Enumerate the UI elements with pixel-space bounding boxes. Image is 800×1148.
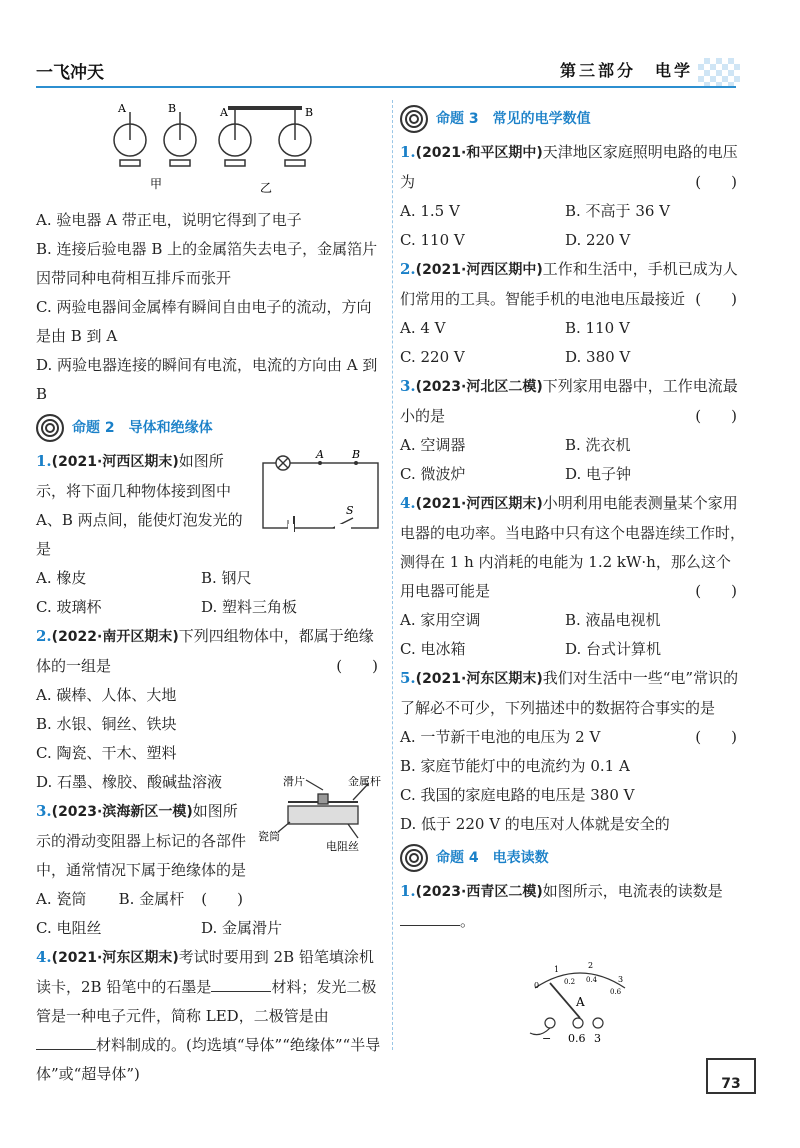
question-block: 3.(2023·滨海新区一模)如图所示的滑动变阻器上标记的各部件中，通常情况下属于绝缘体的是 ( ) [36,802,247,908]
tick-label: 3 [618,975,624,984]
question-block: 1.(2023·西青区二模)如图所示，电流表的读数是。 [400,882,723,930]
part-label: 瓷筒 [258,830,280,843]
options-row: C. 电阻丝 D. 金属滑片 [36,919,283,937]
left-column: A. 验电器 A 带正电，说明它得到了电子 B. 连接后验电器 B 上的金属箔失去电子，金属箔片因带同种电荷相互排斥而张开 C. 两验电器间金属棒有瞬间自由电子的流动，方向是由 B 到 A D. 两验电器连接的瞬间有电流，电流的方向由 A 到 B 命题 2 导体和绝缘体 1.(2021·河西区期末)如图所示，将下面几种物体接到图中 A、B 两点间，能使灯泡发光的是 A. 橡皮 B. 钢尺 C. 玻璃杯 D. 塑料三角板 2.(2022·南开区期末)下列四组物体中，都属于绝缘体的一组是 ( ) A. 碳棒、人体、大地 B. 水银、铜丝、铁块 C. 陶瓷、干木、塑料 D. 石墨、橡胶、酸碱盐溶液 3.(2023·滨海新区一模)如图所示的滑动变阻器上标记的各部件中，通常情况下属于绝缘体的是 ( ) A. 瓷筒 B. 金属杆 C. 电阻丝 D. 金属滑片 4.(2021·河东区期末)考试时要用到 2B 铅笔填涂机读卡，2B 铅笔中的石墨是 材料；发光二极管是一种电子元件，简称 LED，二极管是由材料制成的。(均选填“导体”“绝缘体”“半导体”或“超导体”) [36,206,386,1089]
question-block: 3.(2023·河北区二模)下列家用电器中，工作电流最小的是 ( ) [400,377,738,425]
tick-label: 1 [554,965,560,974]
circuit-figure [258,448,388,538]
electroscope-label: A [118,102,126,115]
unit-label: A [576,995,585,1009]
option: C. 两验电器间金属棒有瞬间自由电子的流动，方向是由 B 到 A [36,298,372,345]
electroscope-label: A [220,106,228,119]
part-label: 金属杆 [348,776,381,788]
terminal-label: − [542,1032,552,1045]
checker-decoration [698,58,740,88]
answer-blank[interactable] [400,909,460,926]
options-row: A. 4 V B. 110 V [400,319,630,337]
question-block: 1.(2021·河西区期末)如图所示，将下面几种物体接到图中 A、B 两点间，能使灯泡发光的是 [36,452,243,558]
part-label: 滑片 [283,776,305,788]
tick-label: 0 [534,981,540,990]
figure-caption: 甲 [150,177,163,191]
tick-label: 0.4 [586,976,598,984]
question-block: 1.(2021·和平区期中)天津地区家庭照明电路的电压为 ( ) [400,143,738,191]
tick-label: 2 [588,961,594,970]
options-row: C. 电冰箱 D. 台式计算机 [400,640,662,658]
question-block: 4.(2021·河东区期末)考试时要用到 2B 铅笔填涂机读卡，2B 铅笔中的石墨是 材料；发光二极管是一种电子元件，简称 LED，二极管是由材料制成的。(均选填“导体”“绝缘体”“半导体”或“超导体”) [36,948,381,1083]
options-row: A. 瓷筒 B. 金属杆 [36,890,185,908]
question-block: 4.(2021·河西区期末)小明利用电能表测量某个家用电器的电功率。当电路中只有这个电器连续工作时，测得在 1 h 内消耗的电能为 1.2 kW·h，那么这个用电器可能是 ( ) [400,494,746,600]
target-icon [36,414,64,442]
option: D. 两验电器连接的瞬间有电流，电流的方向由 A 到 B [36,356,378,403]
figure-caption: 乙 [260,181,273,195]
column-divider [392,100,393,1050]
terminal-label: 0.6 [568,1032,586,1045]
options-row: C. 微波炉 D. 电子钟 [400,465,632,483]
point-label: A [316,448,324,461]
tick-label: 0.2 [564,978,576,986]
tick-label: 0.6 [610,988,622,996]
part-label: 电阻丝 [326,840,359,853]
electroscope-label: B [305,106,314,119]
option: A. 验电器 A 带正电，说明它得到了电子 [36,211,302,229]
question-block: 2.(2022·南开区期末)下列四组物体中，都属于绝缘体的一组是 ( ) [36,627,378,675]
options-row: A. 橡皮 B. 钢尺 [36,569,252,587]
rheostat-figure [258,776,388,856]
topic-heading: 命题 4 电表读数 [400,843,745,873]
answer-blank[interactable] [211,975,271,992]
electroscope-label: B [168,102,177,115]
topic-heading: 命题 3 常见的电学数值 [400,104,745,134]
options-row: A. 家用空调 B. 液晶电视机 [400,611,661,629]
option: B. 连接后验电器 B 上的金属箔失去电子，金属箔片因带同种电荷相互排斥而张开 [36,240,378,287]
target-icon [400,844,428,872]
switch-label: S [346,504,354,517]
answer-blank[interactable] [36,1033,96,1050]
options-row: A. 1.5 V B. 不高于 36 V [400,202,671,220]
right-column: 命题 3 常见的电学数值 1.(2021·和平区期中)天津地区家庭照明电路的电压为 ( ) A. 1.5 V B. 不高于 36 V C. 110 V D. 220 V 2.(2021·河西区期中)工作和生活中，手机已成为人们常用的工具。智能手机的电池电压最接近 ( ) A. 4 V B. 110 V C. 220 V D. 380 V 3.(2023·河北区二模)下列家用电器中，工作电流最小的是 ( ) A. 空调器 B. 洗衣机 C. 微波炉 D. 电子钟 4.(2021·河西区期末)小明利用电能表测量某个家用电器的电功率。当电路中只有这个电器连续工作时，测得在 1 h 内消耗的电能为 1.2 kW·h，那么这个用电器可能是 ( ) A. 家用空调 B. 液晶电视机 C. 电冰箱 D. 台式计算机 5.(2021·河东区期末)我们对生活中一些“电”常识的了解必不可少，下列描述中的数据符合事实的是 ( ) A. 一节新干电池的电压为 2 V B. 家庭节能灯中的电流约为 0.1 A C. 我国的家庭电路的电压是 380 V D. 低于 220 V 的电压对人体就是安全的 命题 4 电表读数 1.(2023·西青区二模)如图所示，电流表的读数是。 [400,100,745,936]
page-header [0,0,800,100]
header-rule [36,86,736,88]
options-row: C. 110 V D. 220 V [400,231,631,249]
target-icon [400,105,428,133]
options-row: C. 玻璃杯 D. 塑料三角板 [36,598,298,616]
electroscope-figure [110,100,330,200]
terminal-label: 3 [594,1032,601,1045]
ammeter-figure [520,958,640,1048]
page-number: 73 [706,1058,756,1094]
options-row: A. 空调器 B. 洗衣机 [400,436,631,454]
topic-heading: 命题 2 导体和绝缘体 [36,413,386,443]
section-title: 第三部分 电学 [560,61,694,80]
question-block: 5.(2021·河东区期末)我们对生活中一些“电”常识的了解必不可少，下列描述中的数据符合事实的是 ( ) [400,669,739,746]
options-row: C. 220 V D. 380 V [400,348,631,366]
brand-logo: 一飞冲天 [36,63,104,83]
point-label: B [352,448,361,461]
question-block: 2.(2021·河西区期中)工作和生活中，手机已成为人们常用的工具。智能手机的电池电压最接近 ( ) [400,260,738,308]
